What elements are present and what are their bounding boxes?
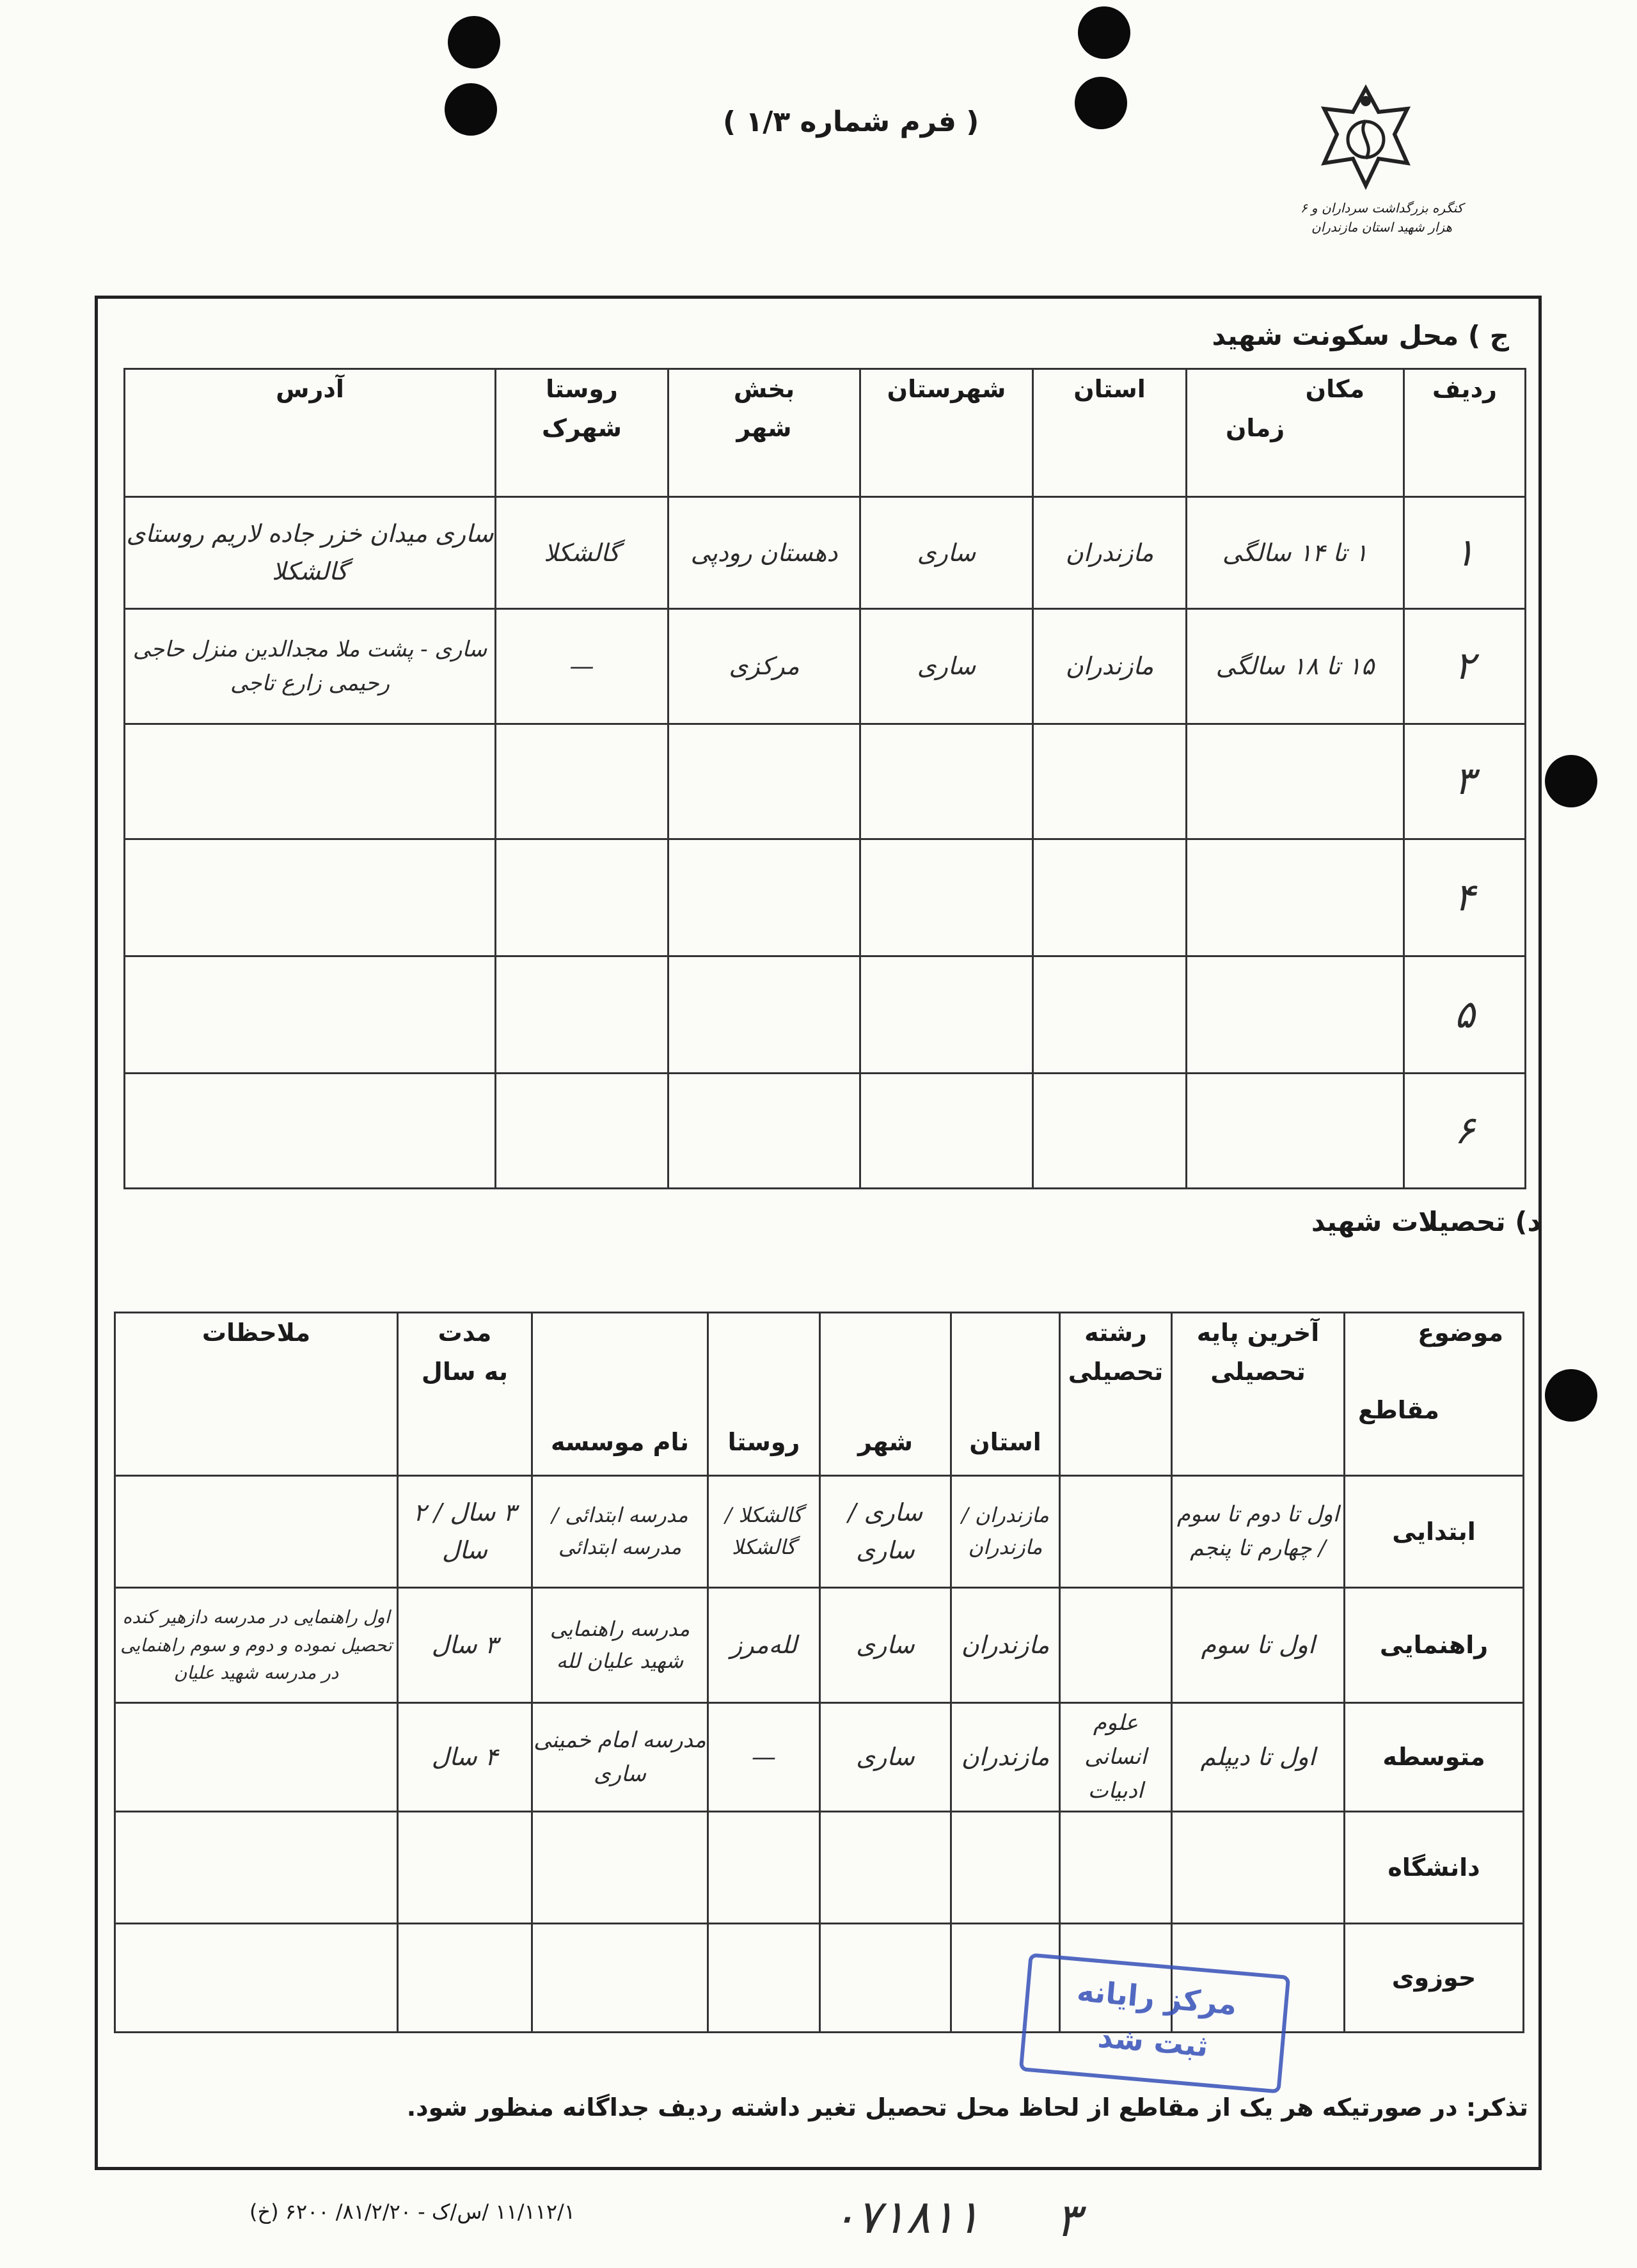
city-cell: ساری / ساری xyxy=(820,1476,951,1588)
col-institution-header: نام موسسه xyxy=(532,1313,708,1476)
institution-cell: مدرسه ابتدائی / مدرسه ابتدائی xyxy=(532,1476,708,1588)
residence-header-row xyxy=(125,369,1526,497)
time-cell: ۱۵ تا ۱۸ سالگی xyxy=(1187,609,1404,724)
level-cell: ابتدایی xyxy=(1345,1476,1524,1588)
registration-stamp xyxy=(1019,1953,1291,2093)
county-cell: ساری xyxy=(860,497,1033,609)
time-cell: ۱ تا ۱۴ سالگی xyxy=(1187,497,1404,609)
col-district-header: بخش شهر xyxy=(668,369,860,497)
education-row xyxy=(115,1703,1524,1812)
col-county-header: شهرستان xyxy=(860,369,1033,497)
field-cell: علوم انسانی ادبیات xyxy=(1060,1703,1172,1812)
field-cell xyxy=(1060,1588,1172,1703)
residence-row xyxy=(125,839,1526,956)
emblem-icon xyxy=(1311,83,1420,192)
col-row-header: ردیف xyxy=(1404,369,1526,497)
stamp-line1: مرکز رایانه xyxy=(1075,1973,1238,2022)
village-cell: گالشکلا xyxy=(496,497,668,609)
col-village-header: روستا xyxy=(708,1313,820,1476)
province-cell: مازندران xyxy=(1033,609,1187,724)
row-number: ۴ xyxy=(1404,839,1526,956)
level-cell: راهنمایی xyxy=(1345,1588,1524,1703)
city-cell: ساری xyxy=(820,1588,951,1703)
residence-section-title: ج ) محل سکونت شهید xyxy=(1212,320,1509,351)
district-cell: دهستان رودپی xyxy=(668,497,860,609)
org-caption: کنگره بزرگداشت سرداران و ۶ هزار شهید استان مازندران xyxy=(1300,200,1464,235)
residence-row xyxy=(125,956,1526,1074)
education-table xyxy=(114,1312,1524,2033)
form-title: ( فرم شماره ۱/۳ ) xyxy=(723,106,979,138)
education-section-title: د) تحصیلات شهید xyxy=(1311,1206,1541,1237)
punch-hole xyxy=(1545,755,1597,807)
footer-code: ۱۱/۱۱۲/۱ /س/ک - ۸۱/۲/۲۰/ ۶۲۰۰ (خ) xyxy=(249,2200,576,2224)
address-cell: ساری - پشت ملا مجدالدین منزل حاجی رحیمی زارع تاجی xyxy=(125,609,496,724)
punch-hole xyxy=(1075,77,1127,129)
county-cell: ساری xyxy=(860,609,1033,724)
remarks-cell xyxy=(115,1476,398,1588)
level-cell: متوسطه xyxy=(1345,1703,1524,1812)
village-cell: گالشکلا / گالشکلا xyxy=(708,1476,820,1588)
grade-cell: اول تا دوم تا سوم / چهارم تا پنجم xyxy=(1172,1476,1345,1588)
residence-row xyxy=(125,724,1526,839)
residence-row xyxy=(125,1074,1526,1189)
duration-cell: ۴ سال xyxy=(398,1703,532,1812)
institution-cell: مدرسه راهنمایی شهید علیان لله xyxy=(532,1588,708,1703)
col-remarks-header: ملاحظات xyxy=(115,1313,398,1476)
col-place-time-header: مکان زمان xyxy=(1187,369,1404,497)
col-province-header: استان xyxy=(951,1313,1060,1476)
punch-hole xyxy=(1545,1369,1597,1422)
village-cell: للەمرز xyxy=(708,1588,820,1703)
col-province-header: استان xyxy=(1033,369,1187,497)
field-cell xyxy=(1060,1476,1172,1588)
village-cell: — xyxy=(496,609,668,724)
grade-cell: اول تا دیپلم xyxy=(1172,1703,1345,1812)
city-cell: ساری xyxy=(820,1703,951,1812)
grade-cell: اول تا سوم xyxy=(1172,1588,1345,1703)
province-cell: مازندران xyxy=(1033,497,1187,609)
education-row xyxy=(115,1476,1524,1588)
page-number: ۳ xyxy=(1056,2193,1080,2247)
col-subject-header: موضوع مقاطع xyxy=(1345,1313,1524,1476)
residence-row xyxy=(125,497,1526,609)
education-row xyxy=(115,1924,1524,2033)
district-cell: مرکزی xyxy=(668,609,860,724)
province-cell: مازندران xyxy=(951,1703,1060,1812)
village-cell: — xyxy=(708,1703,820,1812)
col-duration-header: مدت به سال xyxy=(398,1313,532,1476)
row-number: ۳ xyxy=(1404,724,1526,839)
handwritten-number: ۰۷۱۸۱۱ xyxy=(832,2190,981,2244)
address-cell: ساری میدان خزر جاده لاریم روستای گالشکلا xyxy=(125,497,496,609)
punch-hole xyxy=(445,83,497,136)
punch-hole xyxy=(448,16,500,68)
punch-hole xyxy=(1078,6,1130,59)
residence-table xyxy=(123,368,1526,1189)
row-number: ۲ xyxy=(1404,609,1526,724)
row-number: ۱ xyxy=(1404,497,1526,609)
col-address-header: آدرس xyxy=(125,369,496,497)
row-number: ۵ xyxy=(1404,956,1526,1074)
row-number: ۶ xyxy=(1404,1074,1526,1189)
stamp-line2: ثبت شد xyxy=(1096,2019,1210,2064)
col-field-header: رشته تحصیلی xyxy=(1060,1313,1172,1476)
col-village-header: روستا شهرک xyxy=(496,369,668,497)
residence-row xyxy=(125,609,1526,724)
col-last-grade-header: آخرین پایه تحصیلی xyxy=(1172,1313,1345,1476)
education-row xyxy=(115,1812,1524,1924)
education-row xyxy=(115,1588,1524,1703)
level-cell: حوزوی xyxy=(1345,1924,1524,2033)
education-header-row xyxy=(115,1313,1524,1476)
remarks-cell xyxy=(115,1703,398,1812)
col-city-header: شهر xyxy=(820,1313,951,1476)
province-cell: مازندران / مازندران xyxy=(951,1476,1060,1588)
note-text: تذکر: در صورتیکه هر یک از مقاطع از لحاظ محل تحصیل تغیر داشته ردیف جداگانه منظور شود. xyxy=(406,2093,1528,2121)
remarks-cell: اول راهنمایی در مدرسه دازهیر کنده تحصیل نموده و دوم و سوم راهنمایی در مدرسه شهید علیان xyxy=(115,1588,398,1703)
level-cell: دانشگاه xyxy=(1345,1812,1524,1924)
institution-cell: مدرسه امام خمینی ساری xyxy=(532,1703,708,1812)
duration-cell: ۳ سال / ۲ سال xyxy=(398,1476,532,1588)
duration-cell: ۳ سال xyxy=(398,1588,532,1703)
province-cell: مازندران xyxy=(951,1588,1060,1703)
